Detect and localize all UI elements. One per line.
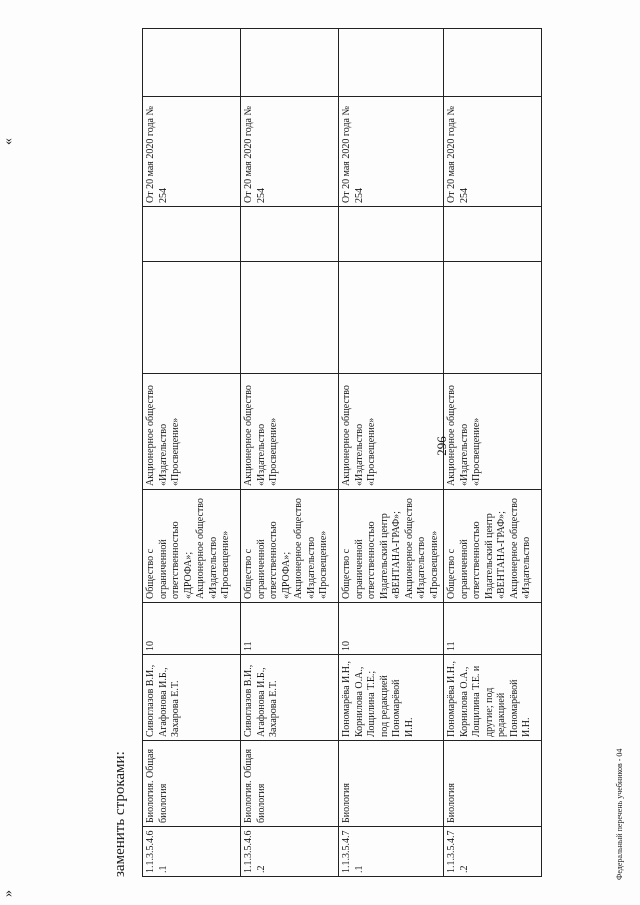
grade-cell: 11 — [241, 603, 339, 655]
opening-quote: « — [1, 138, 16, 145]
code-cell: 1.1.3.5.4.6.1 — [143, 827, 241, 877]
empty-cell — [444, 207, 542, 262]
empty-cell — [444, 29, 542, 97]
name-cell: Биология — [444, 741, 542, 827]
publisher-cell: Общество с ограниченной ответственностью «ДРОФА»; Акционерное общество «Издательство «Просвещение» — [143, 490, 241, 603]
date-cell: От 20 мая 2020 года № 254 — [444, 97, 542, 207]
textbook-table — [142, 28, 542, 877]
table-row — [339, 29, 444, 877]
page-number: 296 — [433, 436, 449, 456]
code-cell: 1.1.3.5.4.7.2 — [444, 827, 542, 877]
table-row — [241, 29, 339, 877]
authors-cell: Сивоглазов В.И., Агафонова И.Б., Захарова Е.Т. — [241, 655, 339, 741]
grade-cell: 10 — [143, 603, 241, 655]
code-cell: 1.1.3.5.4.7.1 — [339, 827, 444, 877]
closing-quote: » — [1, 890, 16, 897]
empty-cell — [143, 29, 241, 97]
grade-cell: 10 — [339, 603, 444, 655]
grade-cell: 11 — [444, 603, 542, 655]
empty-cell — [241, 207, 339, 262]
empty-cell — [444, 262, 542, 374]
table-row — [444, 29, 542, 877]
publisher2-cell: Акционерное общество «Издательство «Просвещение» — [339, 374, 444, 490]
footer-text: Федеральный перечень учебников - 04 — [615, 748, 624, 880]
date-cell: От 20 мая 2020 года № 254 — [143, 97, 241, 207]
date-cell: От 20 мая 2020 года № 254 — [241, 97, 339, 207]
empty-cell — [143, 207, 241, 262]
code-cell: 1.1.3.5.4.6.2 — [241, 827, 339, 877]
publisher-cell: Общество с ограниченной ответственностью «ДРОФА»; Акционерное общество «Издательство «Просвещение» — [241, 490, 339, 603]
empty-cell — [339, 207, 444, 262]
table-row — [143, 29, 241, 877]
authors-cell: Пономарёва И.Н., Корнилова О.А., Лощилина Т.Е. и другие; под редакцией Пономарёвой И.Н. — [444, 655, 542, 741]
empty-cell — [339, 29, 444, 97]
authors-cell: Сивоглазов В.И., Агафонова И.Б., Захарова Е.Т. — [143, 655, 241, 741]
publisher-cell: Общество с ограниченной ответственностью Издательский центр «ВЕНТАНА-ГРАФ»; Акционерное общество «Издательство «Просвещение» — [339, 490, 444, 603]
publisher2-cell: Акционерное общество «Издательство «Просвещение» — [241, 374, 339, 490]
authors-cell: Пономарёва И.Н., Корнилова О.А., Лощилина Т.Е.; под редакцией Пономарёвой И.Н. — [339, 655, 444, 741]
empty-cell — [241, 262, 339, 374]
publisher2-cell: Акционерное общество «Издательство «Просвещение» — [143, 374, 241, 490]
empty-cell — [241, 29, 339, 97]
empty-cell — [143, 262, 241, 374]
publisher-cell: Общество с ограниченной ответственностью Издательский центр «ВЕНТАНА-ГРАФ»; Акционерное общество «Издательство — [444, 490, 542, 603]
replace-label: заменить строками: — [112, 751, 128, 877]
empty-cell — [339, 262, 444, 374]
name-cell: Биология — [339, 741, 444, 827]
publisher2-cell: Акционерное общество «Издательство «Просвещение» — [444, 374, 542, 490]
name-cell: Биология. Общая биология — [241, 741, 339, 827]
name-cell: Биология. Общая биология — [143, 741, 241, 827]
date-cell: От 20 мая 2020 года № 254 — [339, 97, 444, 207]
